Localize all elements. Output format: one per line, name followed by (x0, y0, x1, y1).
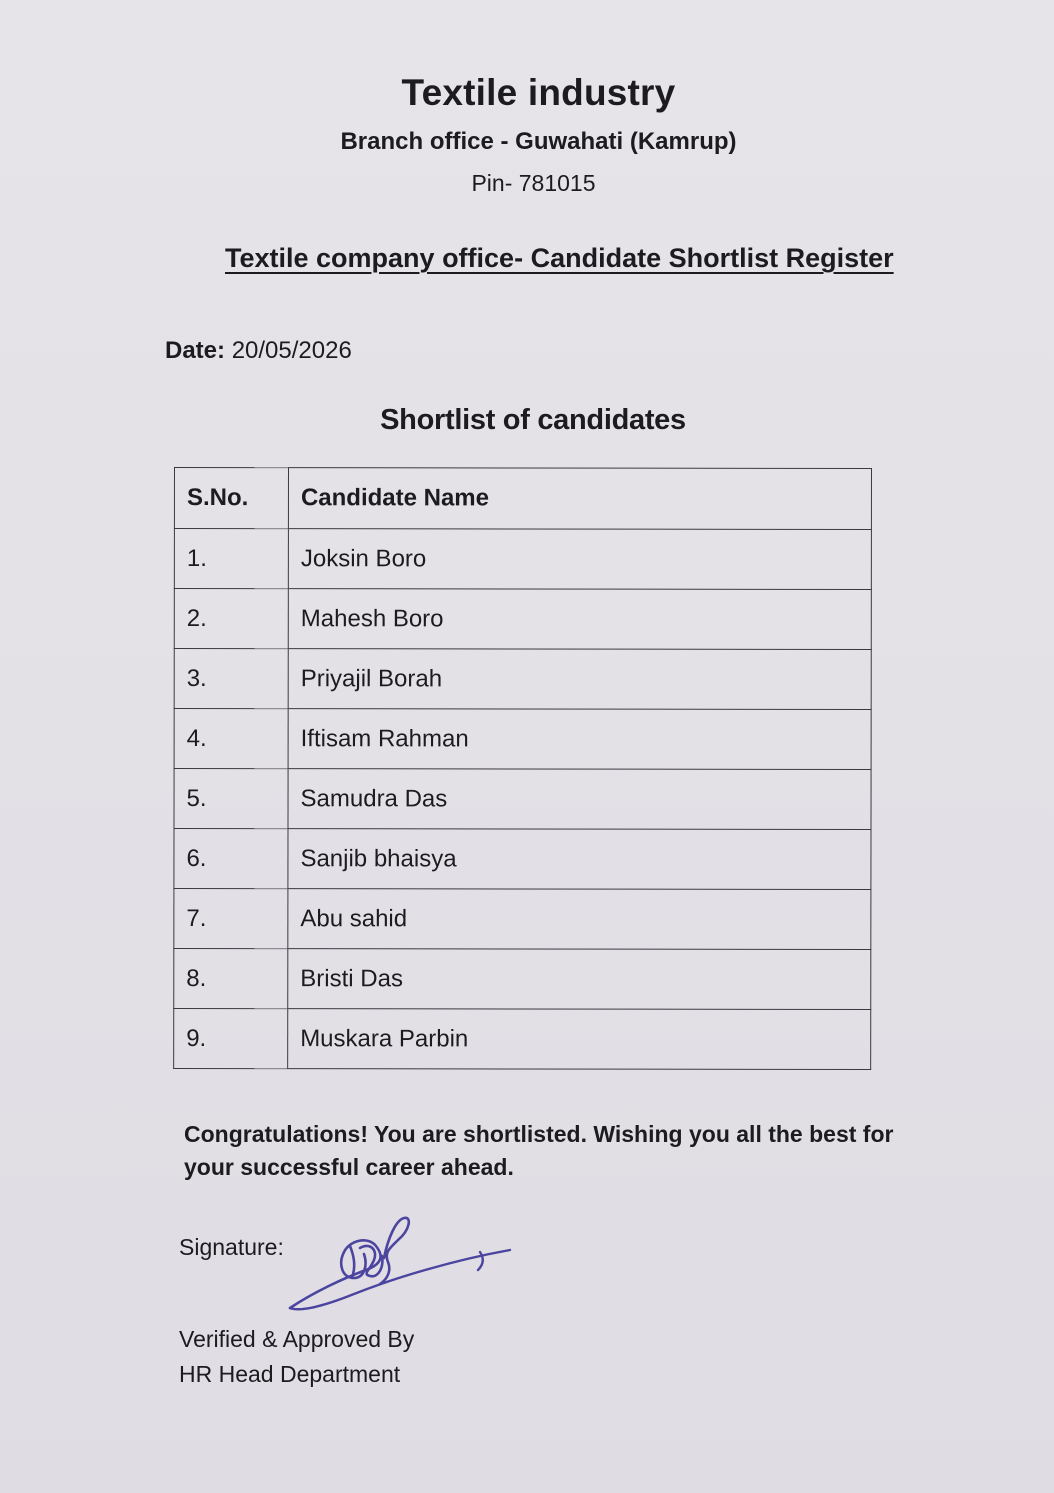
row-sno: 5. (174, 769, 288, 829)
row-sno: 7. (174, 889, 288, 949)
table-row (174, 529, 871, 590)
pin-code: Pin- 781015 (471, 170, 596, 196)
date-value: 20/05/2026 (231, 337, 352, 364)
row-sno: 2. (174, 589, 288, 649)
table-row (174, 769, 871, 830)
date-row (165, 337, 352, 365)
table-row (174, 829, 871, 890)
row-sno: 3. (174, 649, 288, 709)
row-candidate-name: Mahesh Boro (288, 589, 871, 650)
row-sno: 9. (174, 1009, 288, 1069)
table-header-row (174, 468, 871, 530)
table-row (174, 589, 871, 650)
table-row (174, 949, 871, 1010)
register-title: Textile company office- Candidate Shortlist Register (225, 243, 894, 273)
company-name: Textile industry (401, 72, 676, 113)
date-label: Date: (165, 337, 226, 364)
header-sno: S.No. (174, 468, 288, 529)
table-row (174, 649, 871, 710)
signature-label: Signature: (179, 1234, 284, 1260)
row-sno: 1. (174, 529, 288, 589)
shortlist-table (173, 467, 872, 1070)
congratulations-message: Congratulations! You are shortlisted. Wishing you all the best for your successful career ahead. (184, 1121, 894, 1180)
row-sno: 6. (174, 829, 288, 889)
verified-approved-block (179, 1322, 414, 1392)
row-candidate-name: Abu sahid (288, 889, 871, 950)
branch-office: Branch office - Guwahati (Kamrup) (340, 128, 737, 155)
verified-line: Verified & Approved By (179, 1326, 415, 1352)
table-row (174, 1009, 871, 1070)
row-candidate-name: Priyajil Borah (288, 649, 871, 710)
row-candidate-name: Samudra Das (288, 769, 871, 830)
row-candidate-name: Iftisam Rahman (288, 709, 871, 770)
handwritten-signature (284, 1208, 516, 1318)
table-row (174, 889, 871, 950)
table-row (174, 709, 871, 770)
row-candidate-name: Bristi Das (288, 949, 871, 1010)
row-sno: 8. (174, 949, 288, 1009)
shortlist-title: Shortlist of candidates (380, 404, 686, 436)
department-line: HR Head Department (179, 1361, 401, 1387)
row-sno: 4. (174, 709, 288, 769)
row-candidate-name: Joksin Boro (288, 529, 871, 590)
row-candidate-name: Sanjib bhaisya (288, 829, 871, 890)
header-candidate-name: Candidate Name (288, 468, 871, 530)
row-candidate-name: Muskara Parbin (288, 1009, 871, 1070)
